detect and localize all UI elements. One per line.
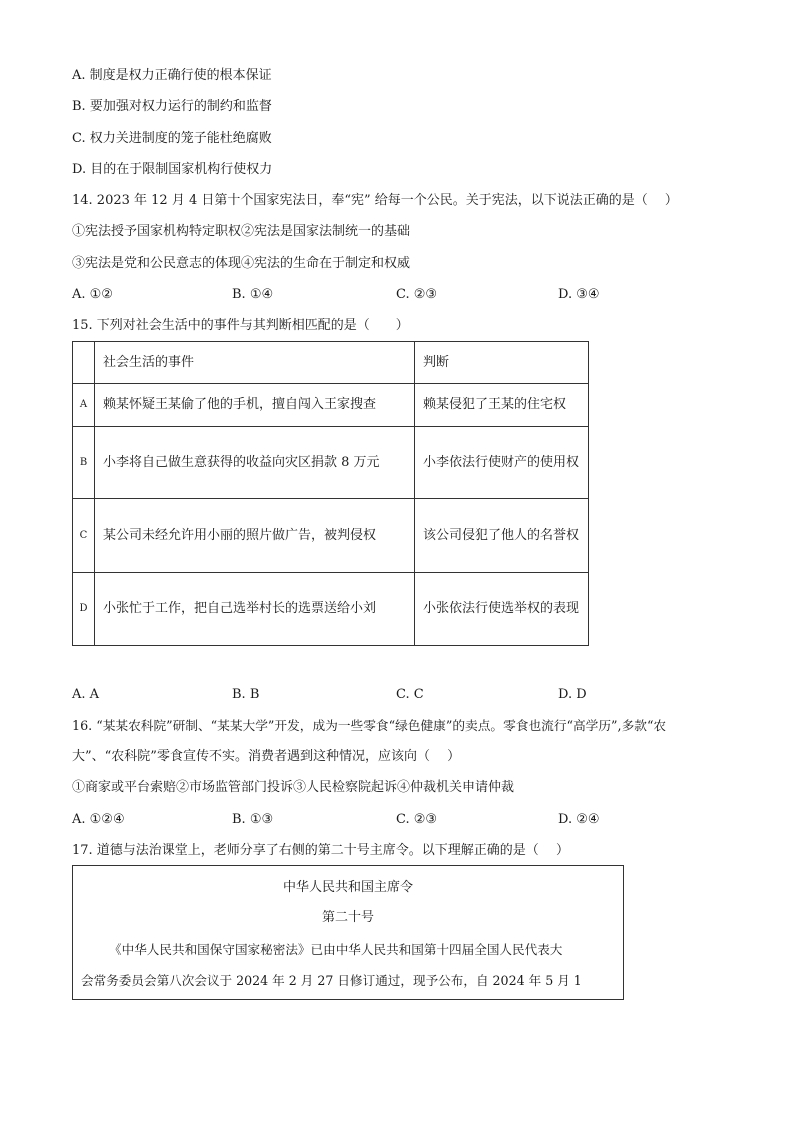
q16-stem-line2: 大”、“农科院”零食宣传不实。消费者遇到这种情况，应该向（ ） bbox=[72, 749, 461, 764]
row-event: 小李将自己做生意获得的收益向灾区捐款 8 万元 bbox=[95, 427, 415, 499]
q14-options bbox=[72, 286, 712, 304]
row-letter: B bbox=[73, 427, 95, 499]
row-judge: 小张依法行使选举权的表现 bbox=[415, 573, 589, 646]
q16-option-b: B. ①③ bbox=[232, 812, 274, 827]
q14-statements-2: ③宪法是党和公民意志的体现④宪法的生命在于制定和权威 bbox=[72, 256, 411, 271]
q15-header-blank bbox=[73, 342, 95, 384]
q15-option-c: C. C bbox=[396, 687, 424, 702]
q17-stem: 17. 道德与法治课堂上，老师分享了右侧的第二十号主席令。以下理解正确的是（ ） bbox=[72, 843, 569, 858]
q15-header-row bbox=[73, 342, 589, 384]
q15-stem: 15. 下列对社会生活中的事件与其判断相匹配的是（ ） bbox=[72, 318, 409, 333]
q15-option-d: D. D bbox=[558, 687, 587, 702]
q13-option-c: C. 权力关进制度的笼子能杜绝腐败 bbox=[72, 131, 272, 146]
q16-option-c: C. ②③ bbox=[396, 812, 438, 827]
q16-statements: ①商家或平台索赔②市场监管部门投诉③人民检察院起诉④仲裁机关申请仲裁 bbox=[72, 780, 515, 795]
row-event: 小张忙于工作，把自己选举村长的选票送给小刘 bbox=[95, 573, 415, 646]
row-judge: 小李依法行使财产的使用权 bbox=[415, 427, 589, 499]
decree-box bbox=[72, 865, 624, 1000]
q13-option-a: A. 制度是权力正确行使的根本保证 bbox=[72, 68, 272, 83]
table-row bbox=[73, 499, 589, 573]
q15-option-a: A. A bbox=[72, 687, 100, 702]
q14-option-b: B. ①④ bbox=[232, 287, 274, 302]
table-row bbox=[73, 384, 589, 427]
row-event: 赖某怀疑王某偷了他的手机，擅自闯入王家搜查 bbox=[95, 384, 415, 427]
q15-options bbox=[72, 686, 712, 704]
row-judge: 该公司侵犯了他人的名誉权 bbox=[415, 499, 589, 573]
q16-option-d: D. ②④ bbox=[558, 812, 600, 827]
q15-table bbox=[72, 341, 589, 646]
q14-stem: 14. 2023 年 12 月 4 日第十个国家宪法日，奉“宪” 给每一个公民。关于宪法，以下说法正确的是（ ） bbox=[72, 193, 678, 208]
q13-option-d: D. 目的在于限制国家机构行使权力 bbox=[72, 162, 273, 177]
row-letter: C bbox=[73, 499, 95, 573]
decree-text-line2: 会常务委员会第八次会议于 2024 年 2 月 27 日修订通过，现予公布，自 2024 年 5 月 1 bbox=[81, 973, 582, 988]
decree-title: 中华人民共和国主席令 bbox=[282, 880, 413, 895]
q14-option-c: C. ②③ bbox=[396, 287, 438, 302]
q15-header-judge: 判断 bbox=[415, 342, 589, 384]
q16-options bbox=[72, 811, 712, 829]
q15-option-b: B. B bbox=[232, 687, 260, 702]
decree-text-line1: 《中华人民共和国保守国家秘密法》已由中华人民共和国第十四届全国人民代表大 bbox=[109, 942, 563, 957]
q16-stem-line1: 16. “某某农科院”研制、“某某大学”开发，成为一些零食“绿色健康”的卖点。零食也流行“高学历”,多款“农 bbox=[72, 718, 667, 733]
q14-statements-1: ①宪法授予国家机构特定职权②宪法是国家法制统一的基础 bbox=[72, 224, 411, 239]
row-letter: A bbox=[73, 384, 95, 427]
q14-option-a: A. ①② bbox=[72, 287, 113, 302]
q16-option-a: A. ①②④ bbox=[72, 812, 125, 827]
table-row bbox=[73, 427, 589, 499]
row-event: 某公司未经允许用小丽的照片做广告，被判侵权 bbox=[95, 499, 415, 573]
q14-option-d: D. ③④ bbox=[558, 287, 600, 302]
row-letter: D bbox=[73, 573, 95, 646]
row-judge: 赖某侵犯了王某的住宅权 bbox=[415, 384, 589, 427]
q15-header-event: 社会生活的事件 bbox=[95, 342, 415, 384]
q13-option-b: B. 要加强对权力运行的制约和监督 bbox=[72, 99, 272, 114]
table-row bbox=[73, 573, 589, 646]
decree-number: 第二十号 bbox=[321, 910, 374, 925]
